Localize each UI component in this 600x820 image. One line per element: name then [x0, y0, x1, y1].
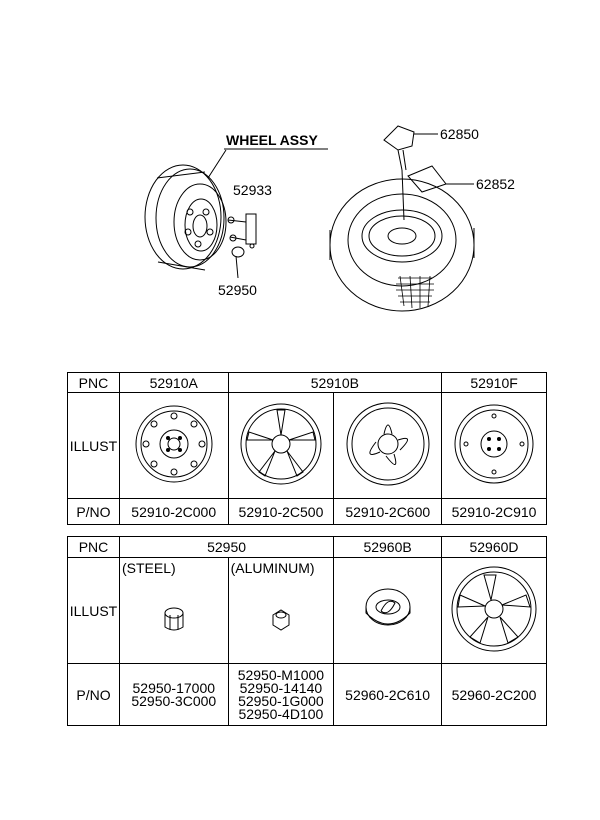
title-leader: [208, 150, 226, 178]
illust-alloy-wheel-1: [228, 393, 334, 499]
sublabel-aluminum: (ALUMINUM): [230, 560, 315, 576]
pnc-52960b: 52960B: [334, 537, 442, 558]
pno-steel-list: [119, 664, 228, 726]
steel-wheel-icon: [444, 394, 544, 494]
callout-52950: 52950: [218, 282, 257, 298]
illust-center-cap: [334, 558, 442, 664]
pnc-52910b: 52910B: [228, 373, 442, 393]
pno-52910-2c600: 52910-2C600: [334, 499, 442, 525]
illust-alloy-wheel-2: [334, 393, 442, 499]
pno-52950-m1000: 52950-M1000: [237, 666, 325, 683]
diagram-title: WHEEL ASSY: [226, 132, 318, 148]
nut-cap-parts-table: [67, 536, 547, 726]
wheel-parts-table: [67, 372, 547, 525]
pno-52950-17000: 52950-17000: [132, 679, 216, 696]
illust-aluminum-nut: [228, 558, 334, 664]
hold-down-bolt-drawing: [384, 126, 438, 220]
steel-wheel-drawing: [145, 165, 226, 270]
nut-52950-drawing: [232, 247, 244, 257]
pno-header: P/NO: [68, 664, 120, 726]
callout-62850: 62850: [440, 126, 479, 142]
illust-steel-nut: [119, 558, 228, 664]
pno-52950-14140: 52950-14140: [239, 679, 323, 696]
alloy-wheel-icon: [338, 394, 438, 494]
pno-52910-2c910: 52910-2C910: [442, 499, 547, 525]
pno-52950-1g000: 52950-1G000: [238, 692, 324, 709]
steel-wheel-icon: [124, 394, 224, 494]
sublabel-steel: (STEEL): [121, 560, 176, 576]
pno-header: P/NO: [68, 499, 120, 525]
wheel-cover-icon: [444, 559, 544, 659]
illust-header: ILLUST: [68, 558, 120, 664]
callout-62852: 62852: [476, 176, 515, 192]
center-cap-icon: [353, 579, 423, 639]
illust-header: ILLUST: [68, 393, 120, 499]
pno-52960-2c610: 52960-2C610: [334, 664, 442, 726]
pno-52950-3c000: 52950-3C000: [131, 692, 217, 709]
pno-52910-2c000: 52910-2C000: [119, 499, 228, 525]
callout-52933: 52933: [233, 182, 272, 198]
pnc-header: PNC: [68, 373, 120, 393]
alloy-wheel-icon: [231, 394, 331, 494]
illust-steel-wheel-cover: [442, 393, 547, 499]
illust-steel-wheel: [119, 393, 228, 499]
pno-aluminum-list: [228, 664, 334, 726]
illust-wheel-cover: [441, 558, 546, 664]
bracket-52933: [246, 214, 256, 244]
pnc-52960d: 52960D: [441, 537, 546, 558]
lug-nut-icon: [261, 601, 301, 641]
pno-52910-2c500: 52910-2C500: [228, 499, 334, 525]
label-62852-drawing: [408, 166, 446, 192]
pnc-header: PNC: [68, 537, 120, 558]
pno-52950-4d100: 52950-4D100: [238, 705, 324, 722]
pnc-52950: 52950: [119, 537, 333, 558]
pno-52960-2c200: 52960-2C200: [441, 664, 546, 726]
pnc-52910a: 52910A: [119, 373, 228, 393]
exploded-diagram: [0, 0, 600, 330]
lug-nut-icon: [154, 601, 194, 641]
pnc-52910f: 52910F: [442, 373, 547, 393]
